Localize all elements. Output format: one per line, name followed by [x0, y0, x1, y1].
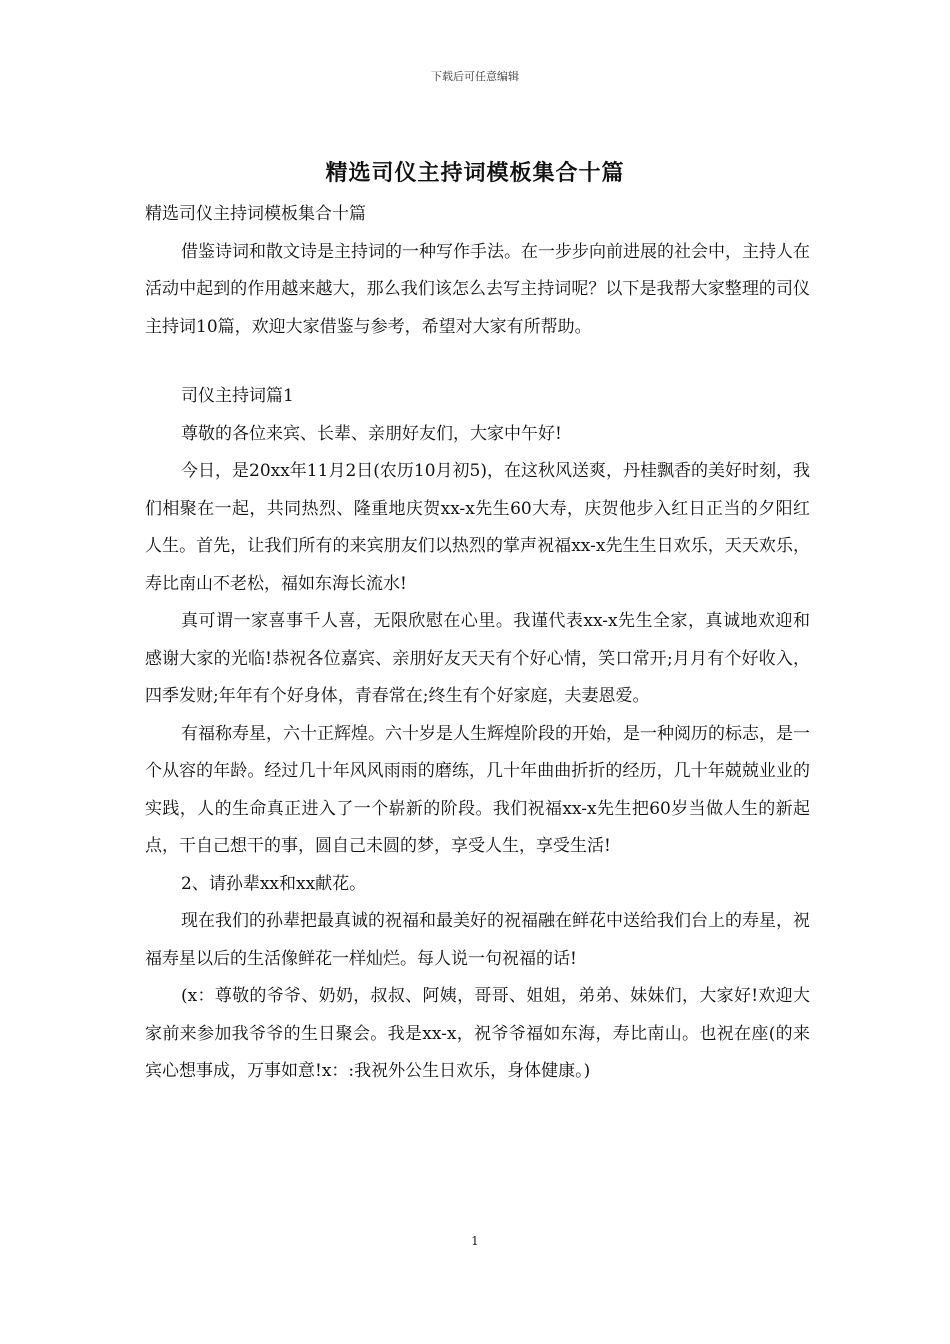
body-paragraph: 有福称寿星，六十正辉煌。六十岁是人生辉煌阶段的开始，是一种阅历的标志，是一个从容的年龄。经过几十年风风雨雨的磨练，几十年曲曲折折的经历，几十年兢兢业业的实践，人的生命真正进入了一个崭新的阶段。我们祝福xx-x先生把60岁当做人生的新起点，干自己想干的事，圆自己未圆的梦，享受人生，享受生活!: [145, 723, 810, 856]
greeting-paragraph: 尊敬的各位来宾、长辈、亲朋好友们，大家中午好!: [181, 423, 562, 444]
list-item-paragraph: 2、请孙辈xx和xx献花。: [181, 873, 367, 894]
body-paragraph: 现在我们的孙辈把最真诚的祝福和最美好的祝福融在鲜花中送给我们台上的寿星，祝福寿星以后的生活像鲜花一样灿烂。每人说一句祝福的话!: [145, 911, 810, 969]
document-body: [145, 196, 810, 1091]
document-title: 精选司仪主持词模板集合十篇: [325, 160, 625, 186]
section-heading: 司仪主持词篇1: [181, 386, 294, 406]
body-paragraph: 真可谓一家喜事千人喜，无限欣慰在心里。我谨代表xx-x先生全家，真诚地欢迎和感谢大家的光临!恭祝各位嘉宾、亲朋好友天天有个好心情，笑口常开;月月有个好收入，四季发财;年年有个好身体，青春常在;终生有个好家庭，夫妻恩爱。: [145, 611, 810, 706]
document-subtitle: 精选司仪主持词模板集合十篇: [145, 204, 366, 224]
page-header-note: 下载后可任意编辑: [431, 70, 519, 83]
page-number: 1: [471, 1234, 479, 1248]
paragraph-spacer: [145, 346, 810, 378]
body-paragraph: 今日，是20xx年11月2日(农历10月初5)，在这秋风送爽，丹桂飘香的美好时刻，我们相聚在一起，共同热烈、隆重地庆贺xx-x先生60大寿，庆贺他步入红日正当的夕阳红人生。首先，让我们所有的来宾朋友们以热烈的掌声祝福xx-x先生生日欢乐，天天欢乐，寿比南山不老松，福如东海长流水!: [145, 461, 810, 594]
body-paragraph: (x：尊敬的爷爷、奶奶，叔叔、阿姨，哥哥、姐姐，弟弟、妹妹们，大家好!欢迎大家前来参加我爷爷的生日聚会。我是xx-x，祝爷爷福如东海，寿比南山。也祝在座(的来宾心想事成，万事如意!x：:我祝外公生日欢乐，身体健康。): [145, 986, 810, 1081]
intro-paragraph: 借鉴诗词和散文诗是主持词的一种写作手法。在一步步向前进展的社会中，主持人在活动中起到的作用越来越大，那么我们该怎么去写主持词呢？以下是我帮大家整理的司仪主持词10篇，欢迎大家借鉴与参考，希望对大家有所帮助。: [145, 241, 810, 337]
